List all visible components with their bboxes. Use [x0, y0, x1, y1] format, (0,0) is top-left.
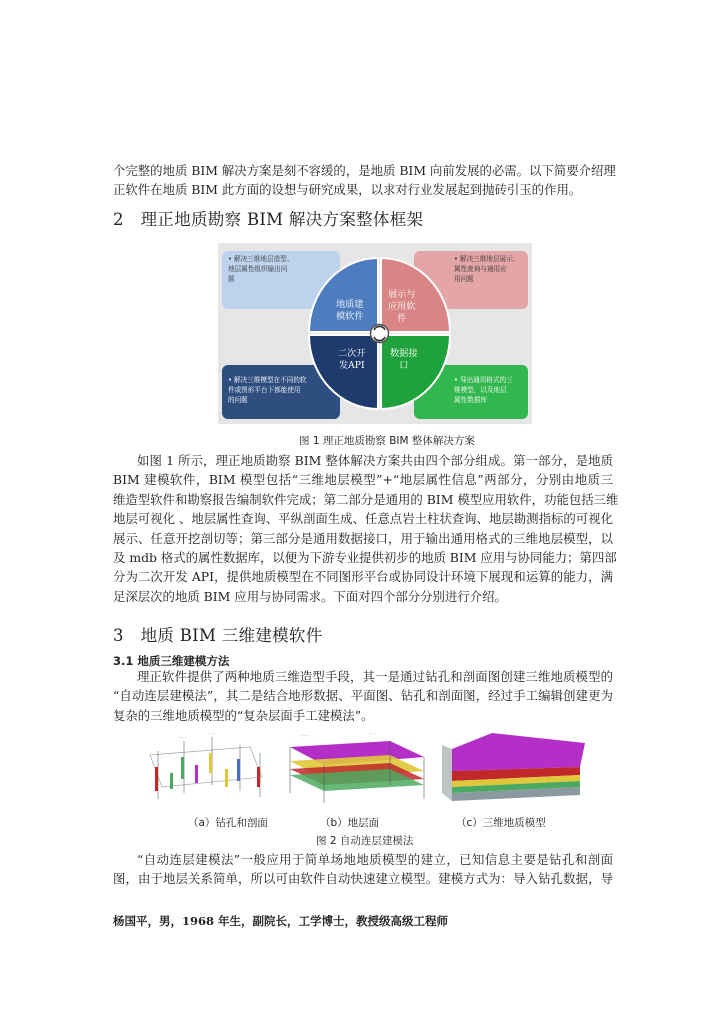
box-text: • 解决三维地层展示、: [454, 255, 520, 263]
figure-2a-caption: （a）钻孔和剖面: [188, 817, 268, 829]
figure-2c-caption: （c）三维地质模型: [456, 817, 546, 829]
figure-2-caption: 图 2 自动连层建模法: [316, 835, 414, 847]
author-footnote: 杨国平，男，1968 年生，副院长，工学博士，教授级高级工程师: [113, 914, 449, 928]
section-3-heading: 3 地质 BIM 三维建模软件: [113, 626, 323, 645]
quadrant-text: 口: [399, 360, 409, 371]
text-line: 足深层次的地质 BIM 应用与协同需求。下面对四个部分分别进行介绍。: [113, 588, 507, 604]
quadrant-text: 件: [397, 313, 407, 324]
section-2-heading: 2 理正地质勘察 BIM 解决方案整体框架: [113, 210, 424, 229]
quadrant-label-display: [388, 289, 416, 325]
quadrant-bottom-right: [381, 335, 450, 409]
text-line: 分为二次开发 API，提供地质模型在不同图形平台或协同设计环境下展现和运算的能力，满: [113, 569, 613, 585]
text-line: 及 mdb 格式的属性数据库，以便为下游专业提供初步的地质 BIM 应用与协同能力；第四部: [113, 550, 617, 566]
box-text: 的问题: [228, 396, 248, 404]
box-text: • 导出通用格式的三: [454, 376, 513, 384]
quadrant-label-modeling: [336, 299, 364, 323]
text-line: “自动连层建模法”，其二是结合地形数据、平面图、钻孔和剖面图，经过手工编辑创建更为: [113, 688, 613, 704]
box-text: 用问题: [454, 275, 474, 283]
quadrant-bottom-left: [309, 335, 378, 409]
center-ring: [371, 325, 389, 343]
text-line: 图，由于地层关系简单，所以可由软件自动快速建立模型。建模方式为：导入钻孔数据，导: [113, 871, 613, 887]
svg-text:· ··: · ··: [208, 731, 215, 737]
quadrant-text: 发API: [338, 360, 365, 371]
box-text: • 解决三维地层造型、: [228, 255, 294, 263]
text-line: 如图 1 所示，理正地质勘察 BIM 整体解决方案共由四个部分组成。第一部分，是地质: [137, 453, 613, 468]
box-text: 地层属性组织输出问: [228, 265, 288, 273]
svg-text:·· ·: ·· ·: [370, 731, 377, 737]
quadrant-text: 应用软: [388, 301, 416, 312]
section-3-1-heading: 3.1 地质三维建模方法: [113, 654, 230, 668]
modeling-method-paragraph: [113, 667, 613, 725]
box-text: 属性查询与通用应: [454, 265, 507, 273]
figure-1-diagram: [218, 243, 532, 424]
quadrant-text: 数据接: [390, 348, 418, 359]
quadrant-label-api: [338, 348, 366, 372]
text-line: 个完整的地质 BIM 解决方案是刻不容缓的，是地质 BIM 向前发展的必需。以下简要介绍理: [113, 163, 616, 178]
text-line: BIM 建模软件，BIM 模型包括“三维地层模型”+“地层属性信息”两部分，分别由地质三: [113, 472, 613, 488]
text-line: 维造型软件和勘察报告编制软件完成；第二部分是通用的 BIM 模型应用软件，功能包括三维: [113, 491, 619, 507]
text-line: 展示、任意开挖剖切等；第三部分是通用数据接口，用于输出通用格式的三维地层模型，以: [113, 530, 613, 546]
text-line: 地层可视化 、地层属性查询、平纵剖面生成、任意点岩土柱状查询、地层勘测指标的可视化: [113, 511, 613, 527]
text-line: 理正软件提供了两种地质三维造型手段，其一是通过钻孔和剖面图创建三维地质模型的: [137, 669, 613, 684]
auto-layering-paragraph: [113, 850, 613, 889]
figure-2-images: [140, 727, 590, 809]
quadrant-text: 二次开: [338, 348, 366, 359]
figure-1-caption: 图 1 理正地质勘察 BIM 整体解决方案: [299, 435, 475, 447]
quadrant-circle: [308, 256, 451, 411]
text-line: 复杂的三维地质模型的“复杂层面手工建模法”。: [113, 707, 374, 723]
intro-paragraph: [113, 161, 616, 200]
geological-model-image: [442, 733, 585, 801]
boreholes-image: [150, 731, 262, 799]
figure-2b-caption: （b）地层面: [320, 817, 380, 829]
layer-surfaces-image: [290, 731, 424, 803]
svg-text:· ·· ·: · ·· ·: [300, 733, 310, 739]
quadrant-label-interface: [390, 348, 418, 372]
box-text: 属性数据库: [454, 396, 487, 404]
box-text: 题: [228, 275, 235, 283]
box-text: 件或图形平台下都能使用: [228, 386, 301, 394]
quadrant-text: 地质建: [336, 299, 364, 310]
quadrant-text: 展示与: [388, 289, 416, 300]
box-text: 维模型，以及地层: [454, 386, 507, 394]
quadrant-text: 模软件: [336, 311, 364, 322]
text-line: 正软件在地质 BIM 此方面的设想与研究成果，以求对行业发展起到抛砖引玉的作用。: [113, 182, 582, 198]
text-line: “自动连层建模法”一般应用于简单场地地质模型的建立，已知信息主要是钻孔和剖面: [137, 852, 613, 867]
framework-paragraph: [113, 451, 619, 606]
box-text: • 解决三维模型在不同的软: [228, 376, 307, 384]
svg-text:·· ·: ·· ·: [180, 735, 187, 741]
